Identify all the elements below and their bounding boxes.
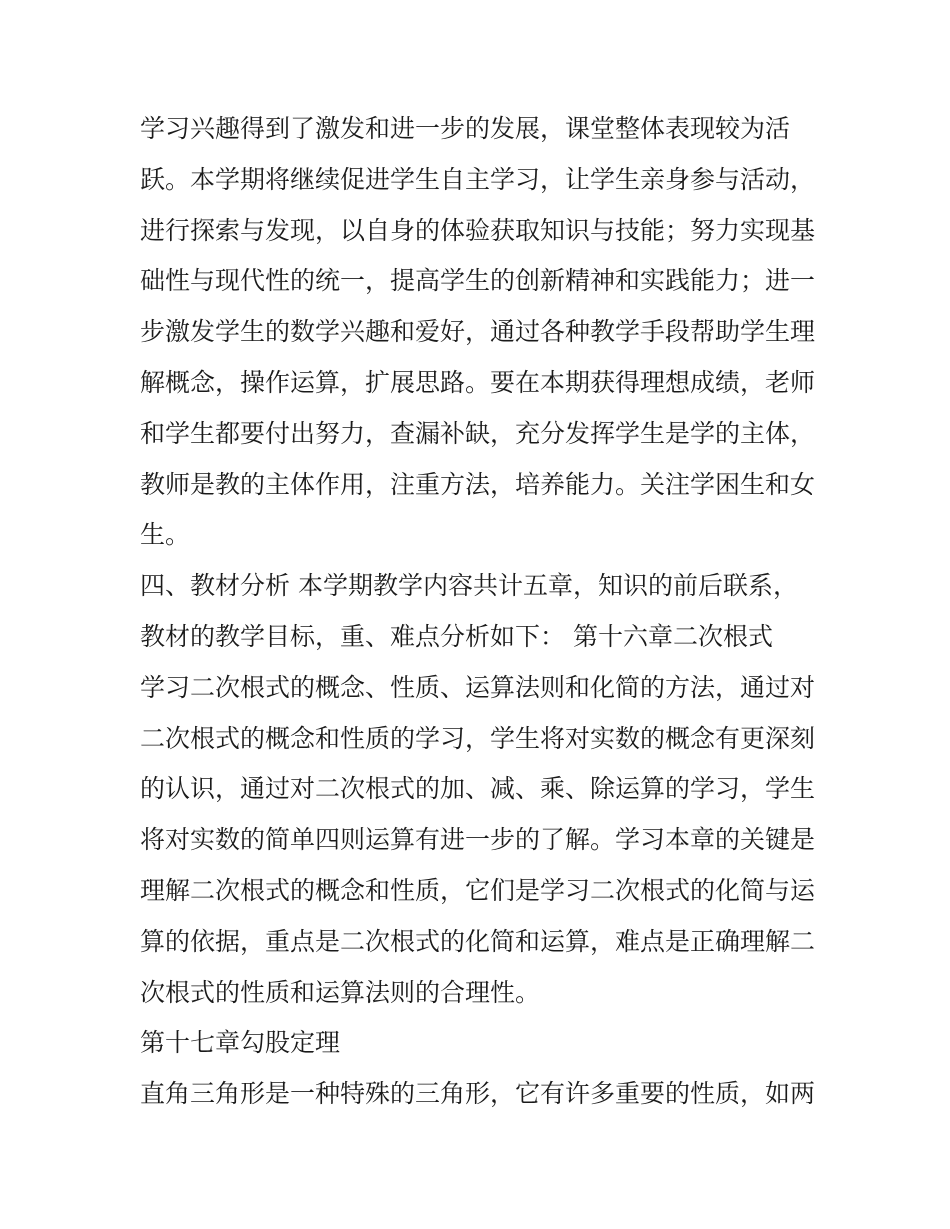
text-line-5: 步激发学生的数学兴趣和爱好，通过各种教学手段帮助学生理 bbox=[140, 317, 816, 347]
text-line-3: 进行探索与发现，以自身的体验获取知识与技能；努力实现基 bbox=[140, 215, 816, 245]
text-line-11: 教材的教学目标，重、难点分析如下： 第十六章二次根式 bbox=[140, 621, 773, 651]
chapter-heading-17: 第十七章勾股定理 bbox=[140, 1028, 341, 1058]
text-line-4: 础性与现代性的统一，提高学生的创新精神和实践能力；进一 bbox=[140, 266, 816, 296]
text-line-14: 的认识，通过对二次根式的加、减、乘、除运算的学习，学生 bbox=[140, 774, 816, 804]
text-line-6: 解概念，操作运算，扩展思路。要在本期获得理想成绩，老师 bbox=[140, 367, 816, 397]
text-line-17: 算的依据，重点是二次根式的化简和运算，难点是正确理解二 bbox=[140, 926, 816, 956]
text-line-15: 将对实数的简单四则运算有进一步的了解。学习本章的关键是 bbox=[140, 825, 816, 855]
text-line-7: 和学生都要付出努力，查漏补缺，充分发挥学生是学的主体， bbox=[140, 418, 816, 448]
text-line-18: 次根式的性质和运算法则的合理性。 bbox=[140, 977, 541, 1007]
body-text bbox=[140, 104, 830, 1120]
text-line-13: 二次根式的概念和性质的学习，学生将对实数的概念有更深刻 bbox=[140, 723, 816, 753]
text-line-20: 直角三角形是一种特殊的三角形，它有许多重要的性质，如两 bbox=[140, 1079, 816, 1109]
text-line-16: 理解二次根式的概念和性质，它们是学习二次根式的化简与运 bbox=[140, 875, 816, 905]
text-line-8: 教师是教的主体作用，注重方法，培养能力。关注学困生和女 bbox=[140, 469, 816, 499]
section-heading-textbook-analysis: 四、教材分析 本学期教学内容共计五章，知识的前后联系， bbox=[140, 571, 798, 601]
text-line-2: 跃。本学期将继续促进学生自主学习，让学生亲身参与活动， bbox=[140, 164, 816, 194]
text-line-1: 学习兴趣得到了激发和进一步的发展，课堂整体表现较为活 bbox=[140, 114, 791, 143]
text-line-9: 生。 bbox=[140, 520, 191, 550]
text-line-12: 学习二次根式的概念、性质、运算法则和化简的方法，通过对 bbox=[140, 672, 816, 702]
